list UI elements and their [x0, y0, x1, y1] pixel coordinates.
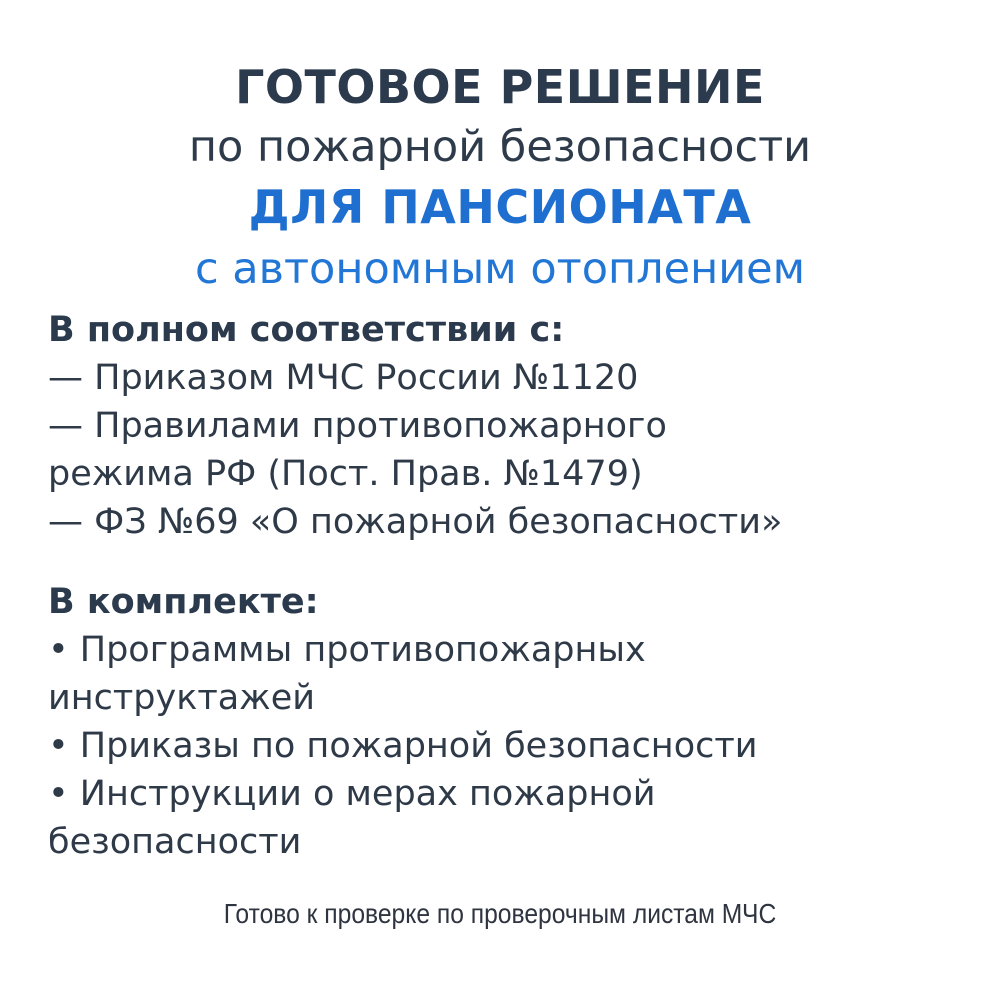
main-title: ГОТОВОЕ РЕШЕНИЕ [235, 60, 765, 114]
compliance-section [48, 306, 968, 546]
kit-item: • Приказы по пожарной безопасности [48, 726, 758, 766]
kit-section [48, 578, 968, 866]
kit-item: инструктажей [48, 678, 315, 718]
compliance-item: — Приказом МЧС России №1120 [48, 358, 639, 398]
kit-heading: В комплекте: [48, 582, 319, 622]
main-subtitle: по пожарной безопасности [188, 122, 812, 172]
accent-title: ДЛЯ ПАНСИОНАТА [248, 180, 752, 234]
accent-subtitle: с автономным отоплением [194, 244, 806, 294]
kit-item: • Инструкции о мерах пожарной [48, 774, 656, 814]
compliance-item: — ФЗ №69 «О пожарной безопасности» [48, 502, 783, 542]
compliance-item: — Правилами противопожарного [48, 406, 667, 446]
kit-item: безопасности [48, 822, 302, 862]
kit-item: • Программы противопожарных [48, 630, 646, 670]
compliance-heading: В полном соответствии с: [48, 310, 565, 350]
compliance-item: режима РФ (Пост. Прав. №1479) [48, 454, 643, 494]
footer-note: Готово к проверке по проверочным листам МЧС [223, 898, 777, 929]
